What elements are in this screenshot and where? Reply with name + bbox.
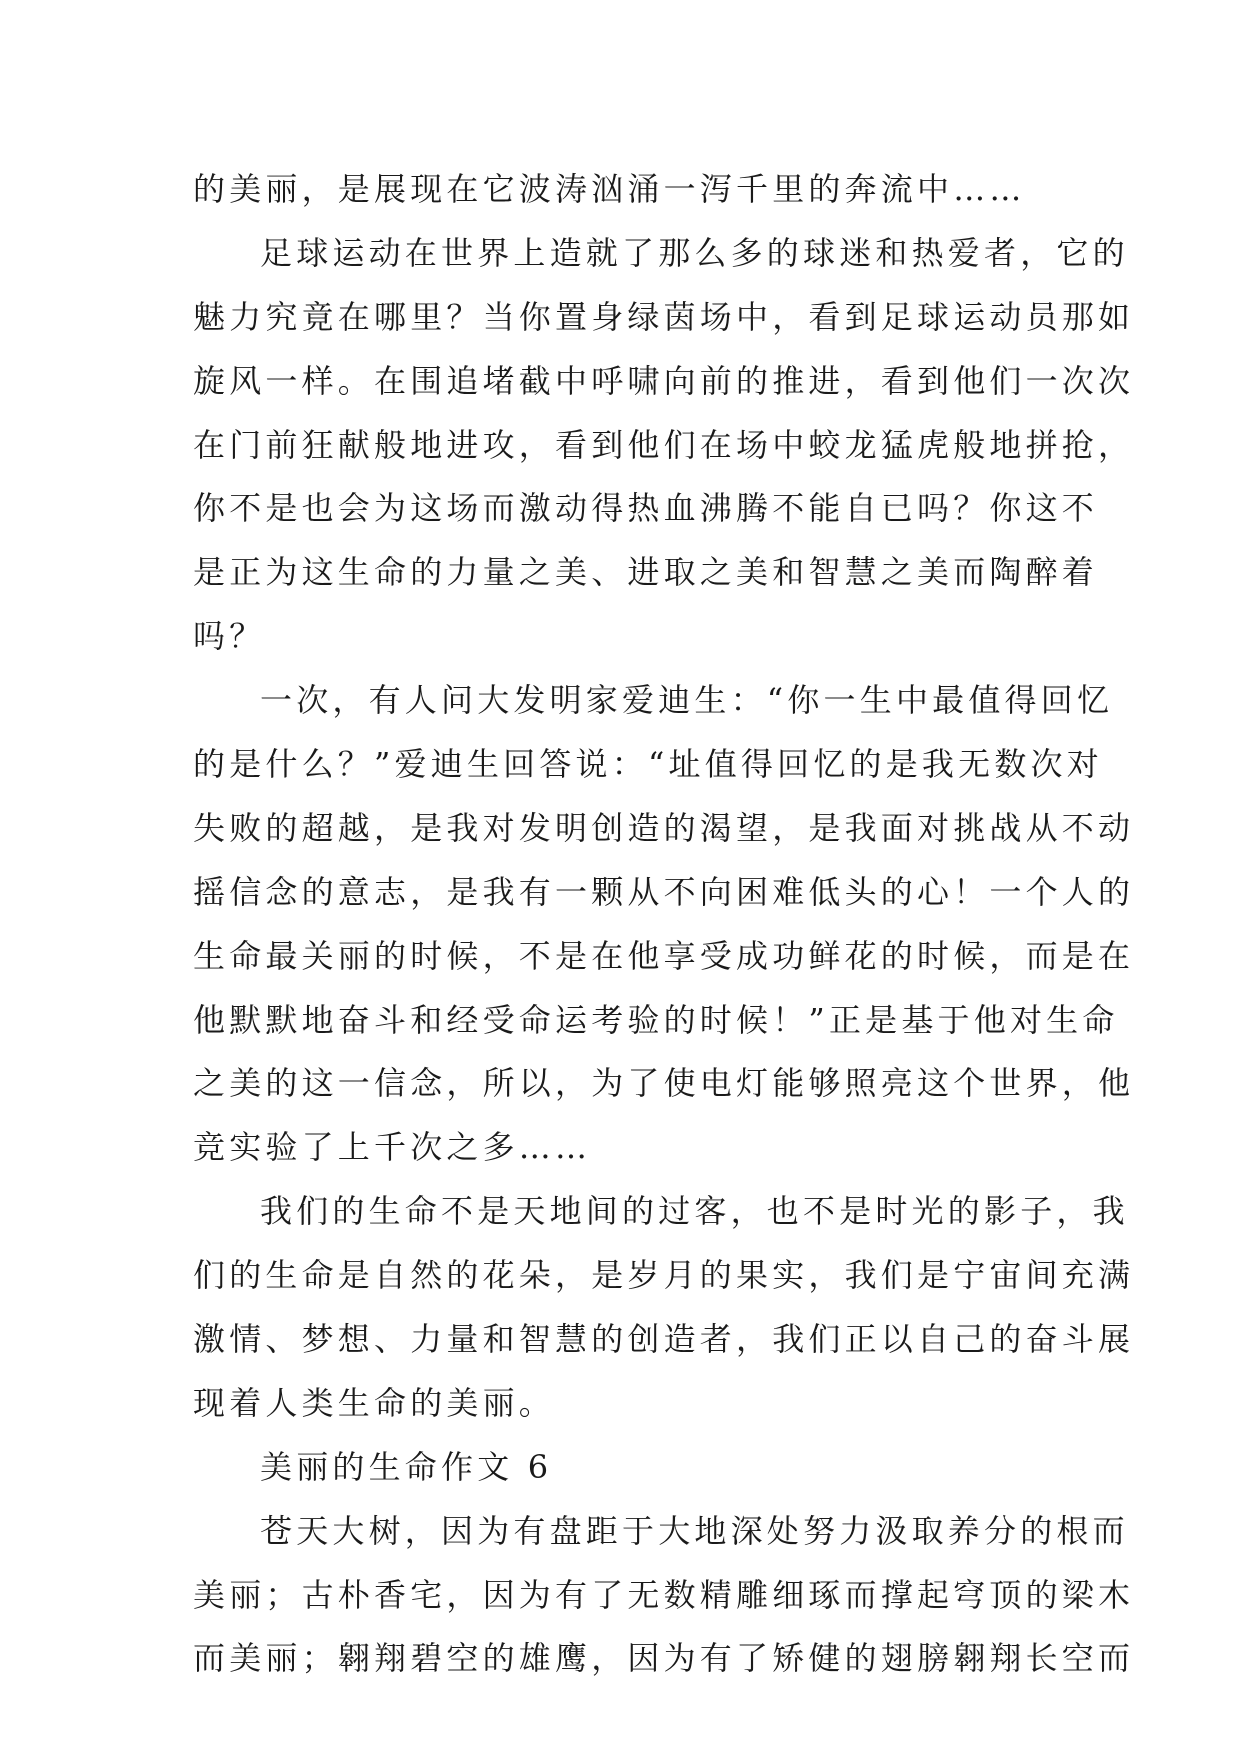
text-line: 竞实验了上千次之多…… [193,1128,592,1167]
text-line: 吗？ [193,617,266,656]
text-line: 的是什么？”爱迪生回答说：“址值得回忆的是我无数次对 [193,745,1103,784]
text-line: 旋风一样。在围追堵截中呼啸向前的推进，看到他们一次次 [193,361,1135,400]
paragraph-first-line: 一次，有人问大发明家爱迪生：“你一生中最值得回忆 [260,681,1114,720]
text-line: 生命最关丽的时候，不是在他享受成功鲜花的时候，而是在 [193,936,1135,975]
text-line: 而美丽；翱翔碧空的雄鹰，因为有了矫健的翅膀翱翔长空而 [193,1639,1135,1678]
text-line: 魅力究竟在哪里？当你置身绿茵场中，看到足球运动员那如 [193,297,1135,336]
text-line: 之美的这一信念，所以，为了使电灯能够照亮这个世界，他 [193,1064,1135,1103]
text-line: 他默默地奋斗和经受命运考验的时候！”正是基于他对生命 [193,1000,1119,1039]
text-line: 你不是也会为这场而激动得热血沸腾不能自已吗？你这不 [193,489,1099,528]
text-line: 美丽；古朴香宅，因为有了无数精雕细琢而撑起穹顶的梁木 [193,1575,1135,1614]
text-line: 的美丽，是展现在它波涛汹涌一泻千里的奔流中…… [193,170,1026,208]
text-line: 激情、梦想、力量和智慧的创造者，我们正以自己的奋斗展 [193,1320,1135,1359]
essay-body [193,158,1135,1691]
paragraph-first-line: 美丽的生命作文 6 [260,1447,553,1486]
paragraph-first-line: 足球运动在世界上造就了那么多的球迷和热爱者，它的 [260,233,1129,272]
paragraph-first-line: 我们的生命不是天地间的过客，也不是时光的影子，我 [260,1192,1129,1231]
text-line: 失败的超越，是我对发明创造的渴望，是我面对挑战从不动 [193,808,1135,847]
paragraph-first-line: 苍天大树，因为有盘距于大地深处努力汲取养分的根而 [260,1511,1129,1550]
text-line: 摇信念的意志，是我有一颗从不向困难低头的心！一个人的 [193,872,1135,911]
text-line: 现着人类生命的美丽。 [193,1383,556,1422]
text-line: 们的生命是自然的花朵，是岁月的果实，我们是宁宙间充满 [193,1256,1135,1295]
text-line: 是正为这生命的力量之美、进取之美和智慧之美而陶醉着 [193,553,1099,592]
text-line: 在门前狂献般地进攻，看到他们在场中蛟龙猛虎般地拼抢， [193,425,1135,464]
